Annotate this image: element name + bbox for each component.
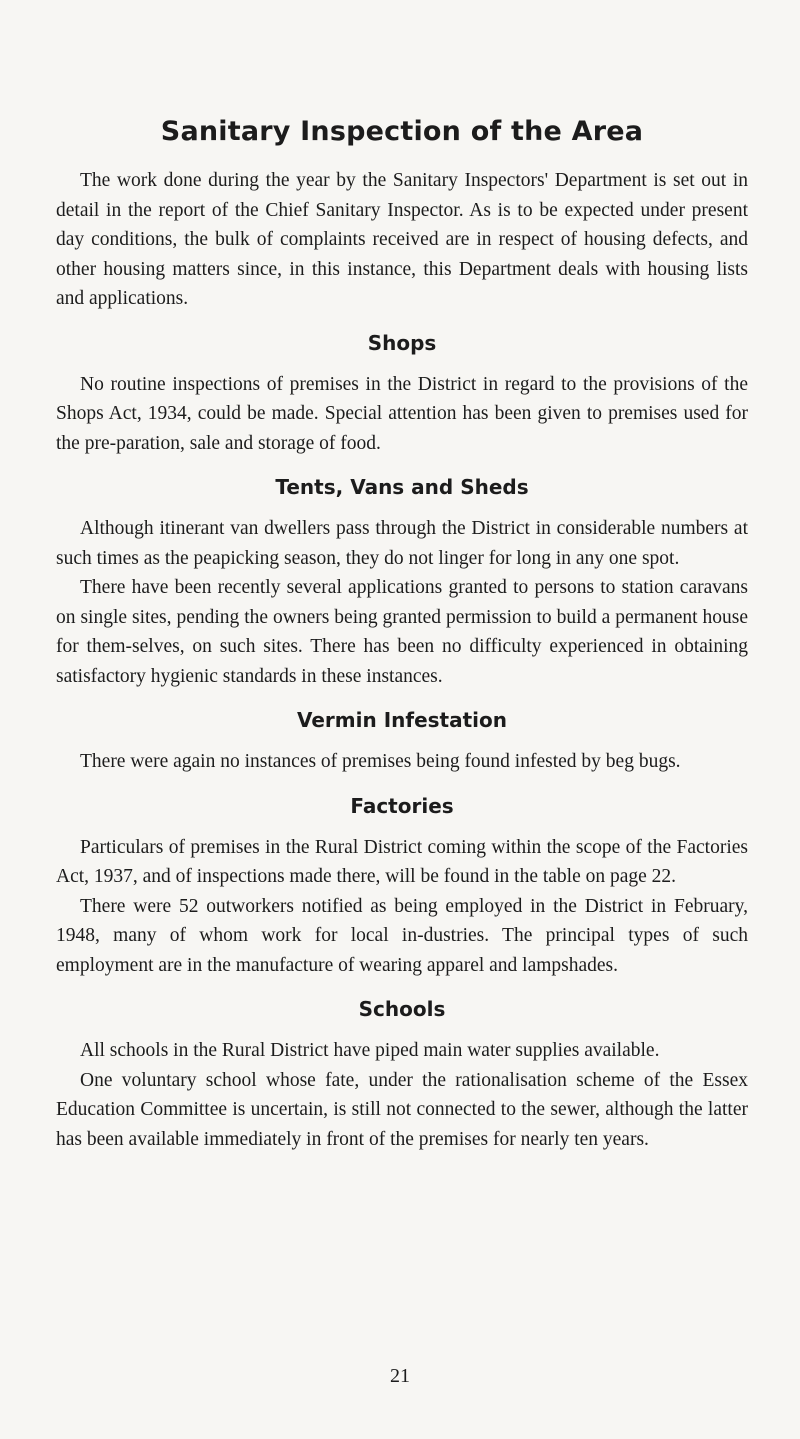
schools-paragraph-1: All schools in the Rural District have piped main water supplies available. — [80, 1040, 660, 1061]
section-heading-tents-vans-sheds: Tents, Vans and Sheds — [275, 475, 529, 499]
section-heading-factories: Factories — [350, 793, 454, 818]
section-heading-vermin-infestation: Vermin Infestation — [296, 708, 507, 732]
section-heading-schools: Schools — [358, 997, 446, 1021]
section-heading-shops: Shops — [367, 330, 437, 355]
schools-paragraph-2: One voluntary school whose fate, under the rationalisation scheme of the Essex Education Committee is uncertain, is still not connected to the sewer, although the latter has been available immediately in front of the premises for nearly ten years. — [56, 1069, 748, 1150]
page-number: 21 — [390, 1365, 410, 1387]
shops-paragraph: No routine inspections of premises in the District in regard to the provisions of the Shops Act, 1934, could be made. Special attention has been given to premises used for the pre-paration, sale and storage of food. — [56, 373, 748, 454]
intro-paragraph: The work done during the year by the Sanitary Inspectors' Department is set out in detail in the report of the Chief Sanitary Inspector. As is to be expected under present day conditions, the bulk of complaints received are in respect of housing defects, and other housing matters since, in this instance, this Department deals with housing lists and applications. — [56, 170, 748, 309]
document-page — [56, 112, 748, 1154]
vermin-paragraph: There were again no instances of premises being found infested by beg bugs. — [80, 751, 681, 772]
tents-paragraph-1: Although itinerant van dwellers pass through the District in considerable numbers at such times as the peapicking season, they do not linger for long in any one spot. — [56, 518, 748, 569]
factories-paragraph-2: There were 52 outworkers notified as being employed in the District in February, 1948, many of whom work for local in-dustries. The principal types of such employment are in the manufacture of wearing apparel and lampshades. — [56, 895, 748, 976]
factories-paragraph-1: Particulars of premises in the Rural District coming within the scope of the Factories Act, 1937, and of inspections made there, will be found in the table on page 22. — [56, 836, 748, 887]
page-title: Sanitary Inspection of the Area — [160, 116, 644, 147]
tents-paragraph-2: There have been recently several applications granted to persons to station caravans on single sites, pending the owners being granted permission to build a permanent house for them-selves, on such sites. There has been no difficulty experienced in obtaining satisfactory hygienic standards in these instances. — [56, 577, 748, 687]
